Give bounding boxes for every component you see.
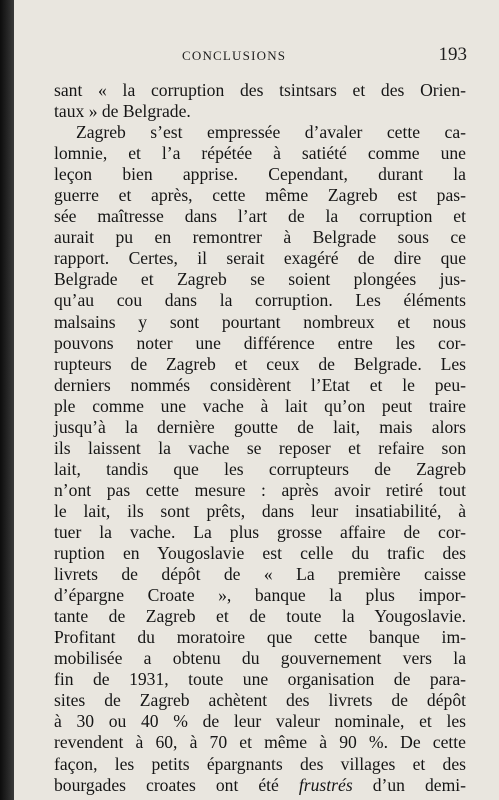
text-line: malsains y sont pourtant nombreux et nous — [54, 311, 466, 332]
text-line: revendent à 60, à 70 et même à 90 %. De cette — [54, 732, 466, 753]
text-line: le lait, ils sont prêts, dans leur insatiabilité, à — [54, 500, 466, 521]
text-line: ils laissent la vache se reposer et refaire son — [54, 437, 466, 458]
body-text — [54, 80, 466, 796]
running-head — [14, 44, 499, 68]
text-line: sée maîtresse dans l’art de la corruption et — [54, 206, 466, 227]
text-line: à 30 ou 40 % de leur valeur nominale, et les — [54, 711, 466, 732]
text-line: ple comme une vache à lait qu’on peut traire — [54, 395, 466, 416]
text-line: sites de Zagreb achètent des livrets de dépôt — [54, 690, 466, 711]
page-number: 193 — [438, 44, 467, 65]
text-line: rupteurs de Zagreb et ceux de Belgrade. Les — [54, 353, 466, 374]
text-line: tante de Zagreb et de toute la Yougoslavie. — [54, 606, 466, 627]
text-line: Zagreb s’est empressée d’avaler cette ca- — [76, 122, 466, 143]
text-line: Belgrade et Zagreb se soient plongées jus- — [54, 269, 466, 290]
text-line: jusqu’à la dernière goutte de lait, mais alors — [54, 416, 466, 437]
text-line: façon, les petits épargnants des villages et des — [54, 753, 466, 774]
text-line: fin de 1931, toute une organisation de para- — [54, 669, 466, 690]
text-line: taux » de Belgrade. — [54, 101, 191, 122]
text-line: sant « la corruption des tsintsars et des Orien- — [54, 80, 466, 100]
text-line: Profitant du moratoire que cette banque im- — [54, 627, 466, 648]
italic-word: frustrés — [298, 774, 353, 795]
book-page — [14, 0, 499, 800]
text-line: tuer la vache. La plus grosse affaire de cor- — [54, 521, 466, 542]
text-line: derniers nommés considèrent l’Etat et le peu- — [54, 374, 466, 395]
text-line: livrets de dépôt de « La première caisse — [54, 564, 466, 585]
text-line: ruption en Yougoslavie est celle du trafic des — [54, 543, 466, 564]
text-line: leçon bien apprise. Cependant, durant la — [54, 164, 466, 185]
book-gutter — [0, 0, 14, 800]
text-line-last — [54, 775, 466, 796]
text-line: lomnie, et l’a répétée à satiété comme une — [54, 143, 466, 164]
text-line: d’épargne Croate », banque la plus impor- — [54, 585, 466, 606]
running-head-title: CONCLUSIONS — [182, 48, 287, 63]
text-line: n’ont pas cette mesure : après avoir retiré tout — [54, 479, 466, 500]
text-line: mobilisée a obtenu du gouvernement vers la — [54, 648, 466, 669]
last-line-end: d’un demi- — [352, 774, 467, 795]
text-line: pouvons noter une différence entre les cor- — [54, 332, 466, 353]
text-line: rapport. Certes, il serait exagéré de dire que — [54, 248, 466, 269]
text-line: aurait pu en remontrer à Belgrade sous ce — [54, 227, 466, 248]
text-line: qu’au cou dans la corruption. Les éléments — [54, 290, 466, 311]
text-line: guerre et après, cette même Zagreb est pas- — [54, 185, 466, 206]
text-line: lait, tandis que les corrupteurs de Zagreb — [54, 458, 466, 479]
last-line-start: bourgades croates ont été — [54, 774, 299, 795]
